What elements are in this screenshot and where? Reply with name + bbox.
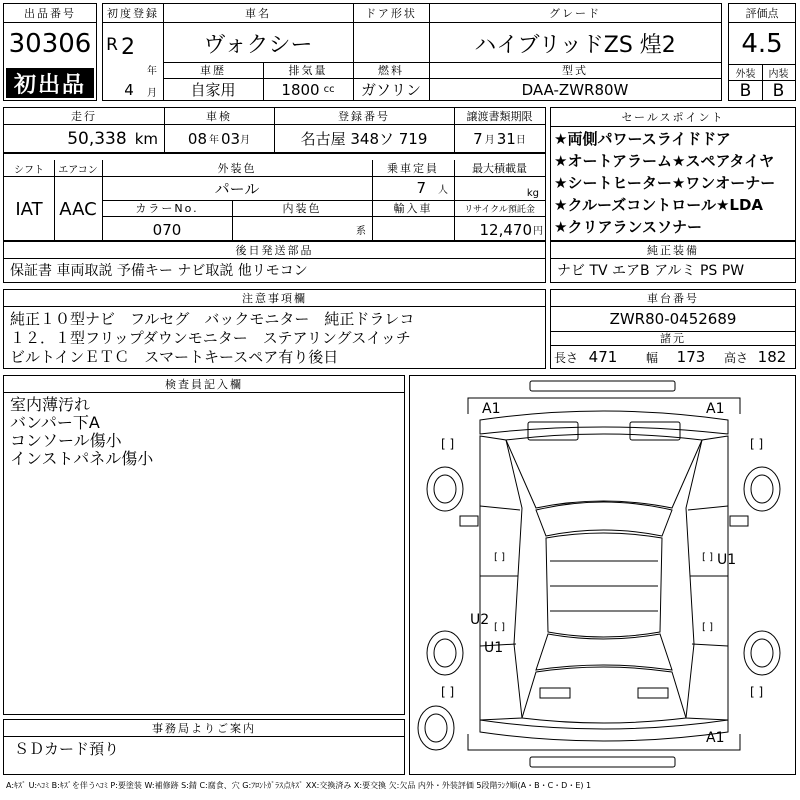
- capacity-unit: 人: [438, 184, 448, 196]
- damage-mark-left-rear: U2: [470, 612, 490, 628]
- notes-label: 注意事項欄: [242, 292, 307, 305]
- grade: ハイブリッドZS 煌2: [474, 32, 676, 58]
- inspection-month: 03: [221, 129, 241, 148]
- svg-text:[ ]: [ ]: [494, 552, 505, 563]
- damage-mark-left-rear-wheel: U1: [484, 640, 504, 656]
- damage-mark-front-right: A1: [706, 401, 725, 417]
- inspection-month-unit: 月: [240, 135, 251, 146]
- width-label: 幅: [645, 350, 658, 365]
- history-label: 車歴: [200, 64, 226, 77]
- displacement-value: 1800: [281, 80, 320, 99]
- notes-line-3: ビルトインＥＴＣ スマートキースペア有り後日: [10, 348, 339, 366]
- capacity: [372, 176, 454, 200]
- era-year: 2: [121, 34, 135, 60]
- genuine-equipment-label: 純正装備: [647, 244, 699, 257]
- displacement: [263, 79, 353, 100]
- genuine-equipment-box: [550, 241, 796, 283]
- color-number: 070: [152, 220, 182, 239]
- inspector-note-1: 室内薄汚れ: [10, 395, 91, 414]
- later-parts-label: 後日発送部品: [235, 244, 314, 257]
- month-unit: 月: [147, 87, 157, 99]
- notes-box: [3, 289, 546, 369]
- import-label: 輸入車: [393, 202, 433, 215]
- registration-number: 名古屋 348ソ 719: [300, 130, 428, 148]
- genuine-equipment: ナビ TV エアB アルミ PS PW: [557, 263, 745, 279]
- exterior-color: パール: [214, 179, 260, 198]
- mileage-unit: km: [134, 129, 158, 148]
- office-notes-label: 事務局よりご案内: [152, 722, 256, 735]
- capacity-value: 7: [416, 179, 426, 197]
- recycle-fee-value: 12,470: [479, 220, 532, 239]
- mileage-value: 50,338: [67, 128, 127, 149]
- damage-diagram-box: [409, 375, 796, 775]
- length: 471: [588, 348, 618, 366]
- svg-text:[ ]: [ ]: [750, 685, 764, 699]
- transfer-month: 7: [473, 129, 483, 148]
- score: 4.5: [741, 29, 783, 59]
- lot-number-label: 出品番号: [24, 7, 76, 20]
- ac-label: エアコン: [58, 164, 98, 176]
- interior-grade: B: [772, 80, 785, 101]
- displacement-label: 排気量: [288, 64, 328, 77]
- transfer-month-unit: 月: [484, 135, 495, 146]
- recycle-fee-label: リサイクル預託金: [464, 204, 535, 215]
- inspector-notes-label: 検査員記入欄: [165, 378, 243, 391]
- shift-label: シフト: [14, 164, 44, 176]
- exterior-grade: B: [739, 80, 752, 101]
- cc-unit: cc: [323, 84, 335, 95]
- transfer-deadline: [454, 125, 545, 152]
- vehicle-info-box: [102, 3, 722, 101]
- notes-line-2: １２．１型フリップダウンモニター ステアリングスイッチ: [10, 329, 411, 347]
- import: [372, 217, 454, 242]
- damage-mark-front-left: A1: [482, 401, 501, 417]
- year-unit: 年: [147, 65, 157, 77]
- damage-mark-right-side: U1: [717, 552, 737, 568]
- score-box: [728, 3, 796, 101]
- office-notes-box: [3, 719, 405, 775]
- later-parts: 保証書 車両取説 予備キー ナビ取説 他リモコン: [10, 263, 308, 279]
- svg-text:[ ]: [ ]: [494, 622, 505, 633]
- shift: IAT: [15, 198, 43, 220]
- ac: AAC: [59, 198, 97, 220]
- car-name: ヴォクシー: [203, 32, 313, 58]
- svg-text:[ ]: [ ]: [441, 685, 455, 699]
- notes-line-1: 純正１０型ナビ フルセグ バックモニター 純正ドラレコ: [10, 310, 415, 328]
- specs-dimensions-label: 諸元: [660, 332, 686, 345]
- max-load: [454, 176, 545, 200]
- inspector-notes-box: [3, 375, 405, 715]
- inspector-note-3: コンソール傷小: [10, 431, 122, 450]
- chassis-number-label: 車台番号: [647, 292, 699, 305]
- mileage-label: 走行: [71, 110, 97, 123]
- width: 173: [676, 348, 706, 366]
- later-parts-box: [3, 241, 546, 283]
- door-type: [353, 24, 429, 62]
- inspection-date: [164, 125, 274, 152]
- damage-mark-rear-right: A1: [706, 730, 725, 746]
- height-label: 高さ: [723, 350, 748, 365]
- color-number-label: カラーNo.: [135, 202, 199, 215]
- first-registration-month: 4: [124, 81, 134, 99]
- interior-grade-label: 内装: [768, 68, 789, 80]
- inspection-year: 08: [187, 129, 207, 148]
- sales-point-2: ★オートアラーム★スペアタイヤ: [554, 152, 775, 170]
- inspector-note-4: インストパネル傷小: [10, 449, 154, 468]
- transfer-day-unit: 日: [515, 135, 526, 146]
- inspection-label: 車検: [206, 110, 232, 123]
- car-diagram: [410, 376, 796, 775]
- fuel: ガソリン: [360, 81, 421, 99]
- first-listing-badge: 初出品: [6, 68, 94, 98]
- legend-footer: A:ｷｽﾞ U:ﾍｺﾐ B:ｷｽﾞを伴うﾍｺﾐ P:要塗装 W:補修跡 S:錆 C:腐食、穴 G:ﾌﾛﾝﾄｶﾞﾗｽ点ｷｽﾞ XX:交換済み X:要交換 欠:欠品 内外・外装評価 5段階ﾗﾝｸ順(A・B・C・D・E) 1: [6, 781, 592, 790]
- sales-point-1: ★両側パワースライドドア: [554, 130, 731, 148]
- svg-text:[ ]: [ ]: [702, 622, 713, 633]
- fuel-label: 燃料: [378, 64, 404, 77]
- registration-label: 登録番号: [338, 110, 390, 123]
- capacity-label: 乗車定員: [387, 162, 439, 175]
- inspection-year-unit: 年: [209, 135, 219, 146]
- exterior-grade-label: 外装: [735, 68, 756, 80]
- sales-point-5: ★クリアランスソナー: [554, 218, 702, 236]
- svg-text:[ ]: [ ]: [441, 437, 455, 451]
- sales-points-label: セールスポイント: [621, 111, 725, 124]
- exterior-color-label: 外装色: [217, 162, 257, 175]
- max-load-unit: kg: [526, 187, 539, 199]
- office-note: ＳＤカード預り: [14, 740, 120, 758]
- recycle-fee: [454, 217, 545, 242]
- era-letter: R: [106, 35, 118, 55]
- chassis-box: [550, 289, 796, 369]
- interior-color-label: 内装色: [282, 202, 322, 215]
- svg-text:[ ]: [ ]: [702, 552, 713, 563]
- car-name-label: 車名: [245, 7, 271, 20]
- svg-text:[ ]: [ ]: [750, 437, 764, 451]
- transfer-day: 31: [496, 129, 516, 148]
- door-type-label: ドア形状: [365, 7, 417, 20]
- score-label: 評価点: [745, 7, 779, 20]
- sales-point-3: ★シートヒーター★ワンオーナー: [554, 174, 776, 192]
- inspector-note-2: バンパー下A: [10, 413, 100, 432]
- model-label: 型式: [562, 64, 588, 77]
- recycle-fee-unit: 円: [533, 226, 543, 237]
- mileage-specs-box: [3, 107, 546, 241]
- lot-number: 30306: [8, 29, 92, 59]
- grade-label: グレード: [549, 7, 601, 20]
- height: 182: [757, 348, 787, 366]
- model: DAA-ZWR80W: [521, 80, 629, 99]
- history: 自家用: [190, 81, 236, 99]
- transfer-deadline-label: 譲渡書類期限: [466, 110, 533, 123]
- sales-points-box: [550, 107, 796, 241]
- length-label: 長さ: [553, 350, 578, 365]
- interior-color-unit: 系: [356, 226, 366, 237]
- mileage: [4, 125, 164, 152]
- first-registration-label: 初度登録: [107, 7, 159, 20]
- sales-point-4: ★クルーズコントロール★LDA: [554, 196, 764, 214]
- max-load-label: 最大積載量: [472, 162, 527, 175]
- lot-number-box: [3, 3, 97, 101]
- interior-color: [232, 217, 372, 242]
- chassis-number: ZWR80-0452689: [609, 310, 737, 328]
